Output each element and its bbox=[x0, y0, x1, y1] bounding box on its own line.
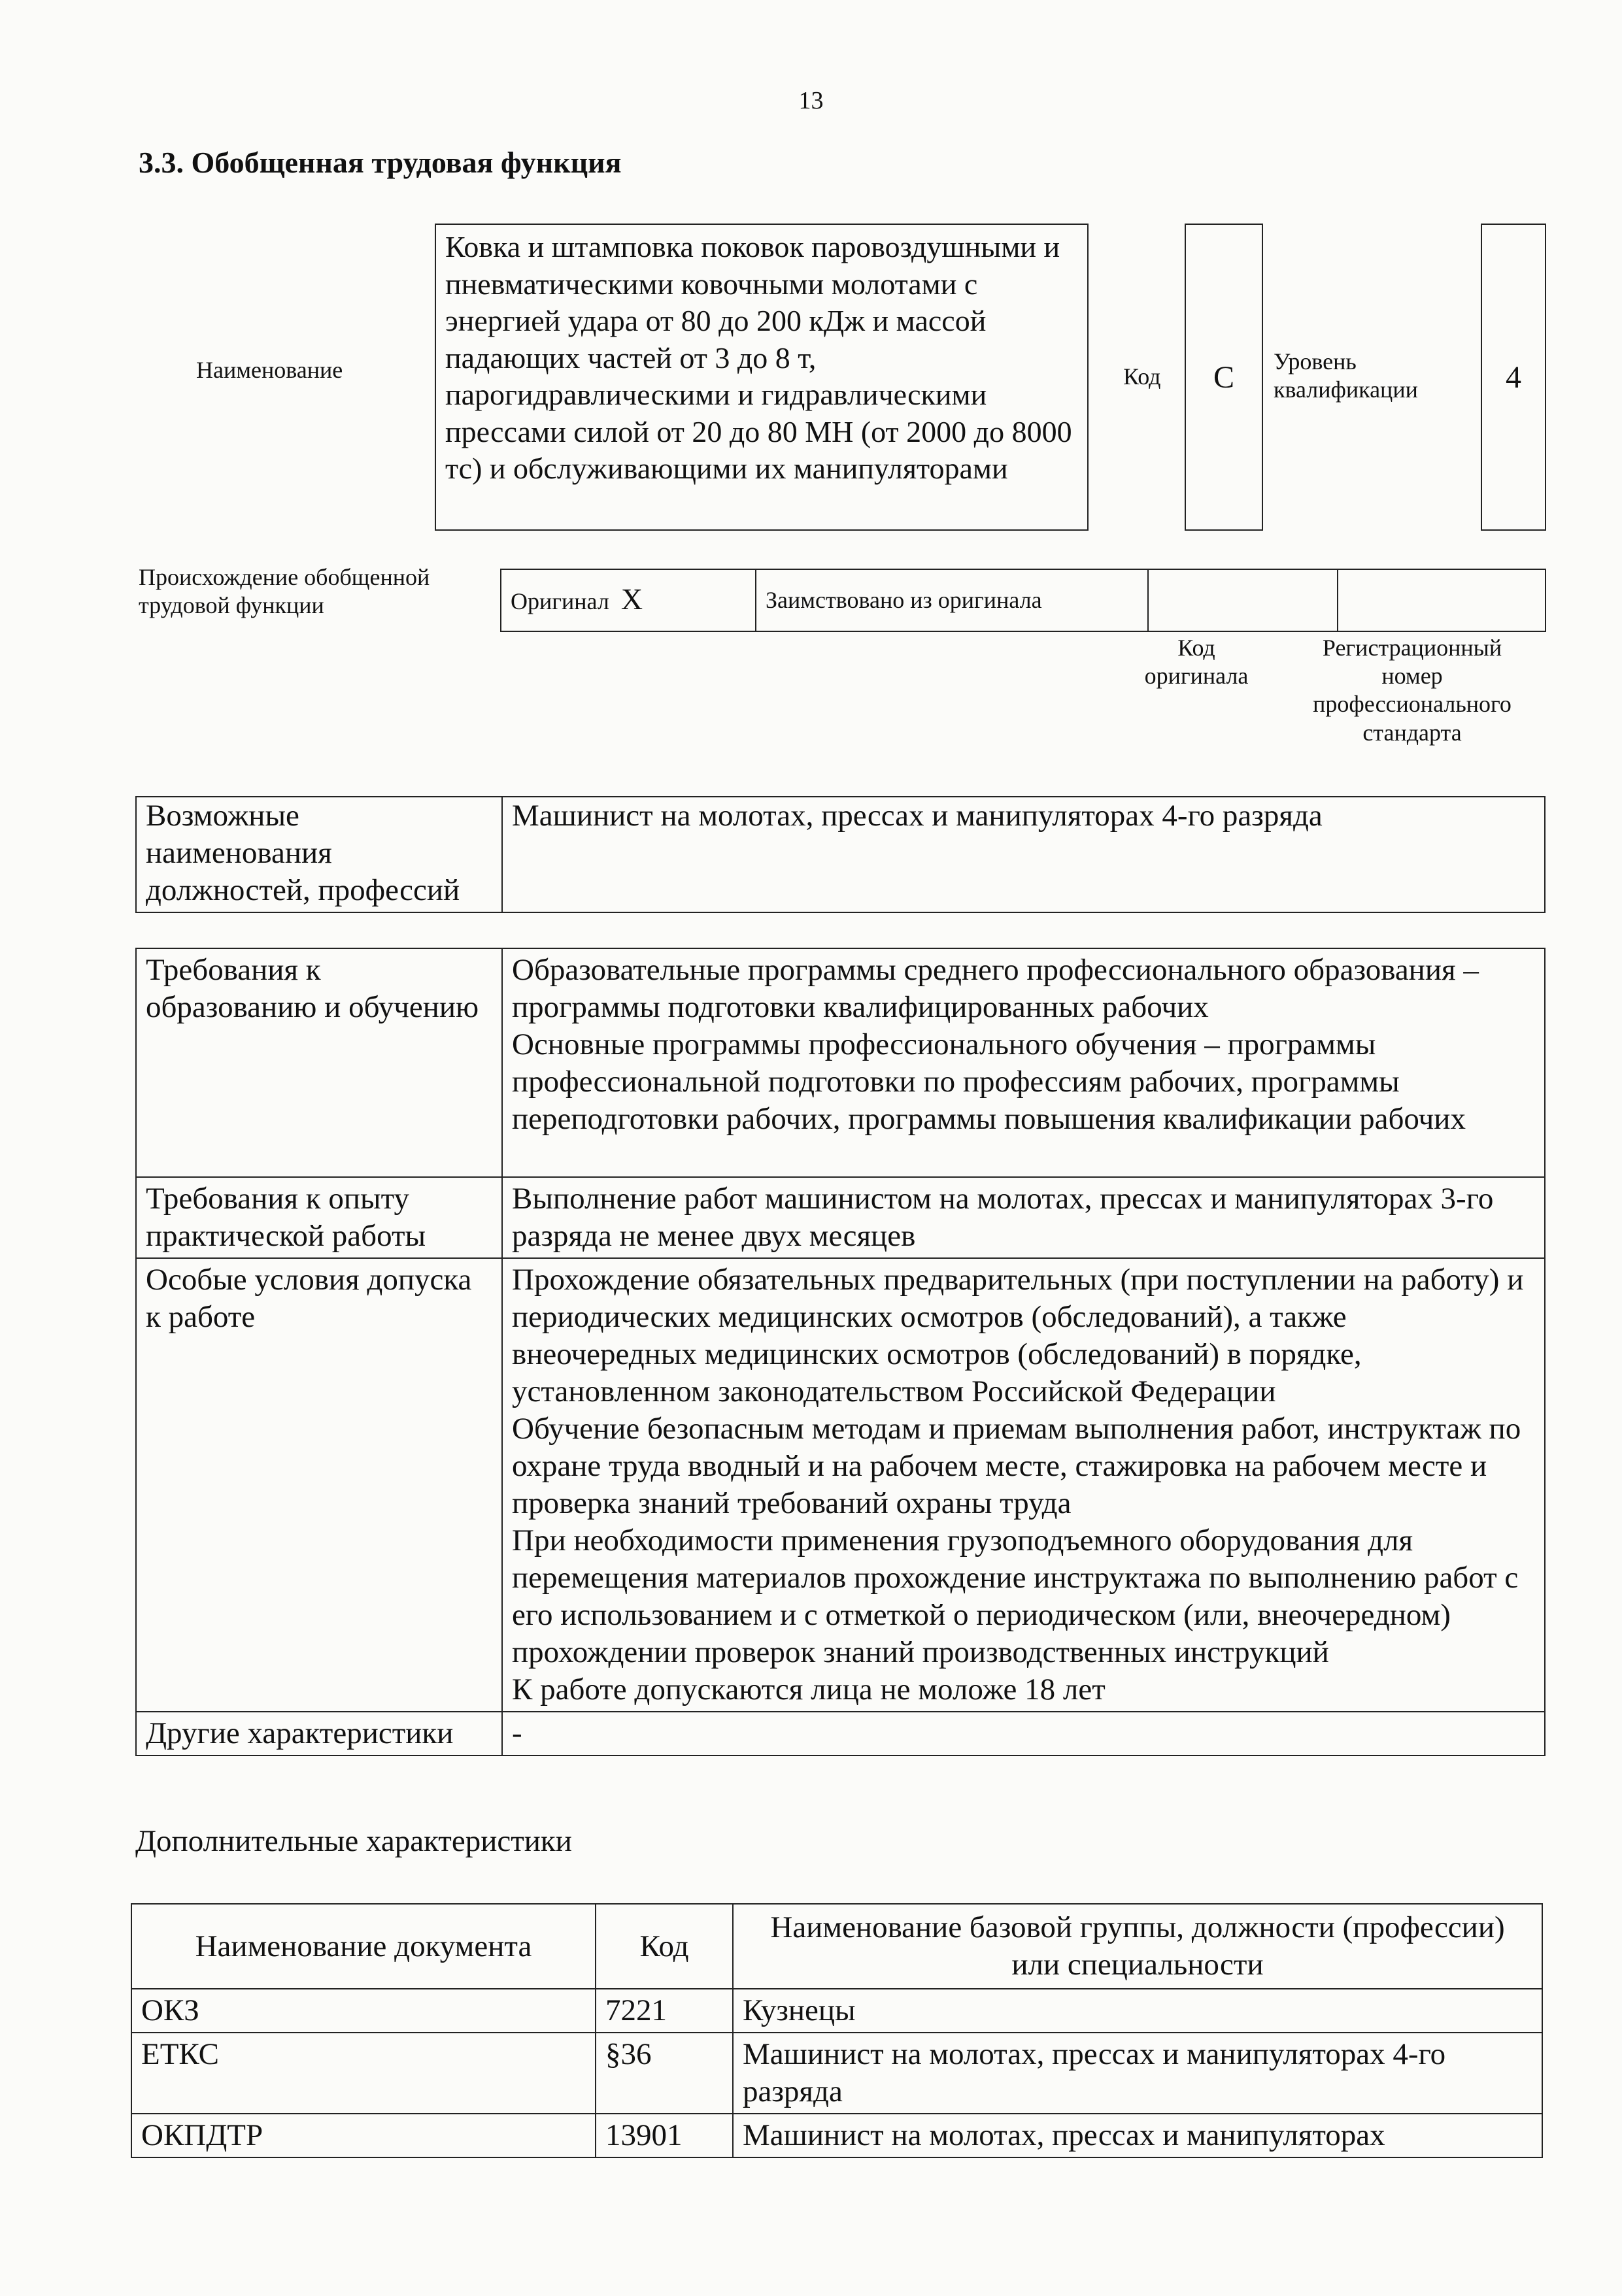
req-line: Обучение безопасным методам и приемам выполнения работ, инструктаж по охране труда вводный и на рабочем месте, стажировка на рабочем месте и проверка знаний требований охраны труда bbox=[512, 1412, 1521, 1520]
origin-code-cell bbox=[1148, 569, 1338, 631]
doc-name-cell: ОКЗ bbox=[131, 1989, 596, 2033]
req-value-education bbox=[502, 948, 1545, 1177]
group-name-cell: Машинист на молотах, прессах и манипуляторах 4-го разряда bbox=[733, 2033, 1542, 2114]
req-value-admission bbox=[502, 1258, 1545, 1712]
reg-caption: Регистрационный номер профессионального стандарта bbox=[1313, 635, 1512, 746]
section-title: 3.3. Обобщенная трудовая функция bbox=[139, 146, 622, 179]
positions-label: Возможные наименования должностей, профессий bbox=[136, 797, 502, 912]
origin-table bbox=[500, 569, 1546, 632]
origin-reg-cell bbox=[1338, 569, 1546, 631]
req-line: - bbox=[512, 1716, 522, 1750]
positions-table bbox=[135, 796, 1546, 913]
req-value-other bbox=[502, 1712, 1545, 1755]
header-group-name: Наименование базовой группы, должности (профессии) или специальности bbox=[733, 1904, 1542, 1989]
borrowed-label: Заимствовано из оригинала bbox=[756, 569, 1148, 631]
req-line: Прохождение обязательных предварительных (при поступлении на работу) и периодических медицинских осмотров (обследований), а также внеочередных медицинских осмотров (обследований) в порядке, установленном законодательством Российской Федерации bbox=[512, 1263, 1524, 1408]
additional-title: Дополнительные характеристики bbox=[135, 1824, 572, 1858]
table-row bbox=[136, 1712, 1545, 1755]
table-row bbox=[131, 1989, 1542, 2033]
table-row bbox=[131, 2114, 1542, 2157]
group-name-cell: Кузнецы bbox=[733, 1989, 1542, 2033]
header-doc-name: Наименование документа bbox=[131, 1904, 596, 1989]
table-header-row bbox=[131, 1904, 1542, 1989]
code-caption: Код оригинала bbox=[1144, 635, 1249, 690]
req-label-other: Другие характеристики bbox=[136, 1712, 502, 1755]
req-line: Образовательные программы среднего профессионального образования – программы подготовки квалифицированных рабочих bbox=[512, 953, 1479, 1024]
level-label: Уровень квалификации bbox=[1274, 348, 1418, 403]
table-row bbox=[131, 2033, 1542, 2114]
level-value: 4 bbox=[1481, 224, 1546, 531]
origin-original-cell bbox=[501, 569, 756, 631]
code-cell: 7221 bbox=[596, 1989, 733, 2033]
code-cell: 13901 bbox=[596, 2114, 733, 2157]
req-line: Выполнение работ машинистом на молотах, прессах и манипуляторах 3-го разряда не менее двух месяцев bbox=[512, 1182, 1494, 1253]
req-line: При необходимости применения грузоподъемного оборудования для перемещения материалов прохождение инструктажа по выполнению работ с его использованием и с отметкой о периодическом (или, внеочередном) прохождении проверок знаний производственных инструкций bbox=[512, 1523, 1519, 1669]
name-value: Ковка и штамповка поковок паровоздушными и пневматическими ковочными молотами с энергией удара от 80 до 200 кДж и массой падающих частей от 3 до 8 т, парогидравлическими и гидравлическими прессами силой от 20 до 80 МН (от 2000 до 8000 тс) и обслуживающими их манипуляторами bbox=[435, 224, 1089, 531]
req-value-experience bbox=[502, 1177, 1545, 1258]
original-label: Оригинал bbox=[511, 588, 609, 614]
req-label-experience: Требования к опыту практической работы bbox=[136, 1177, 502, 1258]
table-row bbox=[136, 948, 1545, 1177]
header-code: Код bbox=[596, 1904, 733, 1989]
origin-label: Происхождение обобщенной трудовой функции bbox=[139, 564, 430, 619]
name-label: Наименование bbox=[196, 357, 343, 383]
req-label-admission: Особые условия допуска к работе bbox=[136, 1258, 502, 1712]
req-line: К работе допускаются лица не моложе 18 лет bbox=[512, 1672, 1106, 1706]
doc-name-cell: ОКПДТР bbox=[131, 2114, 596, 2157]
table-row bbox=[136, 1177, 1545, 1258]
req-label-education: Требования к образованию и обучению bbox=[136, 948, 502, 1177]
code-value: C bbox=[1185, 224, 1263, 531]
table-row bbox=[136, 1258, 1545, 1712]
original-mark: X bbox=[620, 582, 643, 616]
code-cell: §36 bbox=[596, 2033, 733, 2114]
positions-value: Машинист на молотах, прессах и манипуляторах 4-го разряда bbox=[502, 797, 1545, 912]
doc-name-cell: ЕТКС bbox=[131, 2033, 596, 2114]
page-number: 13 bbox=[798, 87, 824, 114]
req-line: Основные программы профессионального обучения – программы профессиональной подготовки по профессиям рабочих, программы переподготовки рабочих, программы повышения квалификации рабочих bbox=[512, 1027, 1466, 1136]
code-label: Код bbox=[1123, 363, 1161, 390]
requirements-table bbox=[135, 948, 1546, 1756]
additional-table bbox=[131, 1903, 1543, 2158]
group-name-cell: Машинист на молотах, прессах и манипуляторах bbox=[733, 2114, 1542, 2157]
